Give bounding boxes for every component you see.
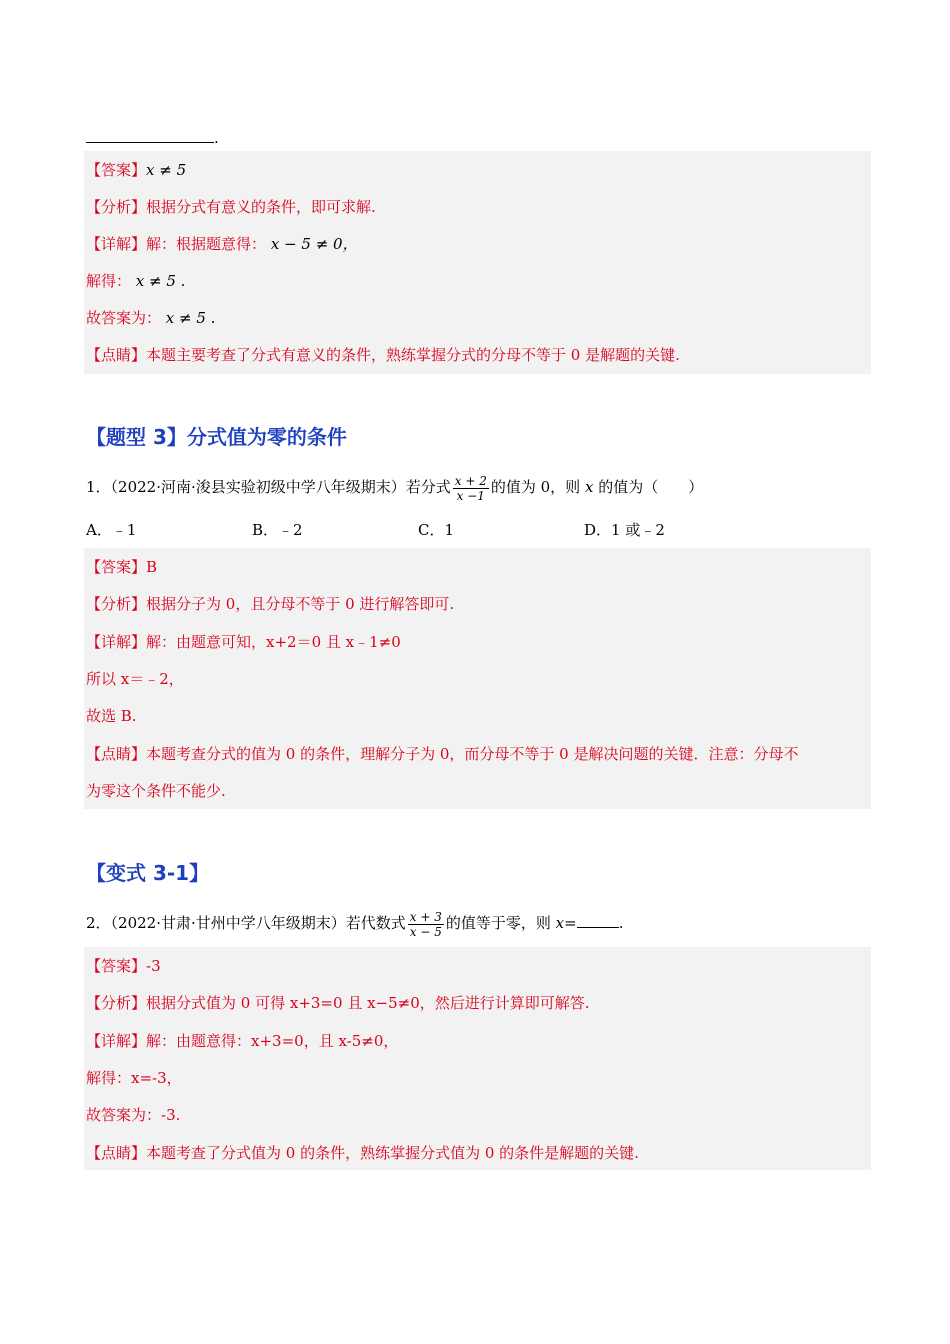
comment-line [86, 345, 680, 365]
analysis-text: 根据分式有意义的条件，即可求解. [146, 198, 376, 216]
detail-tag: 【详解】 [86, 235, 147, 253]
fraction-denominator: x −1 [456, 488, 485, 503]
comment-tag: 【点睛】 [86, 346, 147, 364]
analysis-line [86, 993, 590, 1013]
question-tail-2: 的值为（ ） [598, 478, 704, 496]
question-number: 2． [86, 914, 111, 932]
question-1 [86, 470, 703, 504]
answer-tag: 【答案】 [86, 161, 147, 179]
detail-line [86, 234, 358, 254]
answer-value: B [146, 558, 158, 576]
section-heading-variant: 【变式 3-1】 [86, 861, 210, 885]
detail-text: 解：根据题意得： [146, 235, 267, 253]
comment-text: 本题考查了分式值为 0 的条件，熟练掌握分式值为 0 的条件是解题的关键. [146, 1144, 639, 1162]
detail-line [86, 1031, 398, 1051]
fraction-denominator: x − 5 [409, 924, 442, 939]
solution-line-3: 故选 B. [86, 707, 137, 725]
detail-tag: 【详解】 [86, 1032, 147, 1050]
question-number: 1． [86, 478, 111, 496]
answer-line [86, 160, 186, 180]
blank [86, 128, 214, 143]
question-equals: = [564, 914, 577, 932]
question-2 [86, 906, 623, 940]
answer-tag: 【答案】 [86, 957, 147, 975]
final-line [86, 308, 215, 328]
comment-text: 本题主要考查了分式有意义的条件，熟练掌握分式的分母不等于 0 是解题的关键. [146, 346, 680, 364]
analysis-line [86, 594, 454, 614]
comment-tag: 【点睛】 [86, 1144, 147, 1162]
detail-math: x − 5 ≠ 0， [270, 235, 358, 253]
option-d[interactable]: D．1 或﹣2 [584, 521, 665, 539]
solution-line-3: 故答案为：-3. [86, 1106, 181, 1124]
fraction-numerator: x + 3 [409, 909, 442, 924]
detail-text: 解：由题意得：x+3=0，且 x-5≠0， [146, 1032, 399, 1050]
solve-label: 解得： [86, 272, 132, 290]
answer-box-q2 [84, 947, 871, 1170]
detail-text: 解：由题意可知，x+2＝0 且 x﹣1≠0 [146, 633, 401, 651]
comment-line-2: 为零这个条件不能少. [86, 782, 226, 800]
detail-tag: 【详解】 [86, 633, 147, 651]
final-math: x ≠ 5 . [165, 309, 216, 327]
answer-value: -3 [146, 957, 161, 975]
question-variable: x [584, 478, 594, 496]
solution-line-2: 所以 x＝﹣2， [86, 670, 184, 688]
answer-tag: 【答案】 [86, 558, 147, 576]
comment-text: 本题考查分式的值为 0 的条件，理解分子为 0，而分母不等于 0 是解决问题的关键．注意：分母不 [146, 745, 799, 763]
answer-line [86, 956, 161, 976]
analysis-line [86, 197, 376, 217]
question-tail: 的值等于零，则 [445, 914, 551, 932]
solve-math: x ≠ 5 . [135, 272, 186, 290]
answer-blank[interactable] [577, 913, 619, 928]
question-source: （2022·河南·浚县实验初级中学八年级期末）若分式 [110, 478, 451, 496]
comment-line [86, 744, 799, 764]
final-label: 故答案为： [86, 309, 162, 327]
fraction [408, 910, 444, 939]
question-source: （2022·甘肃·甘州中学八年级期末）若代数式 [110, 914, 406, 932]
analysis-text: 根据分式值为 0 可得 x+3=0 且 x−5≠0，然后进行计算即可解答. [146, 994, 590, 1012]
question-tail: 的值为 0，则 [490, 478, 581, 496]
section-heading-type3: 【题型 3】分式值为零的条件 [86, 425, 347, 449]
analysis-tag: 【分析】 [86, 198, 147, 216]
option-c[interactable]: C．1 [418, 521, 455, 539]
comment-line [86, 1143, 639, 1163]
analysis-tag: 【分析】 [86, 595, 147, 613]
question-end: . [618, 914, 624, 932]
option-a[interactable]: A．﹣1 [86, 521, 137, 539]
solution-line-2: 解得：x=-3， [86, 1069, 182, 1087]
detail-line [86, 632, 401, 652]
option-b[interactable]: B．﹣2 [252, 521, 303, 539]
analysis-tag: 【分析】 [86, 994, 147, 1012]
fraction [453, 474, 489, 503]
answer-box-q1 [84, 548, 871, 809]
answer-box-prev [84, 151, 871, 374]
answer-line [86, 557, 157, 577]
answer-blank-line [86, 128, 219, 148]
answer-value: x ≠ 5 [146, 161, 187, 179]
analysis-text: 根据分子为 0，且分母不等于 0 进行解答即可. [146, 595, 455, 613]
fraction-numerator: x + 2 [454, 473, 487, 488]
blank-period: . [214, 129, 219, 147]
question-variable: x [555, 914, 565, 932]
comment-tag: 【点睛】 [86, 745, 147, 763]
solve-line [86, 271, 185, 291]
